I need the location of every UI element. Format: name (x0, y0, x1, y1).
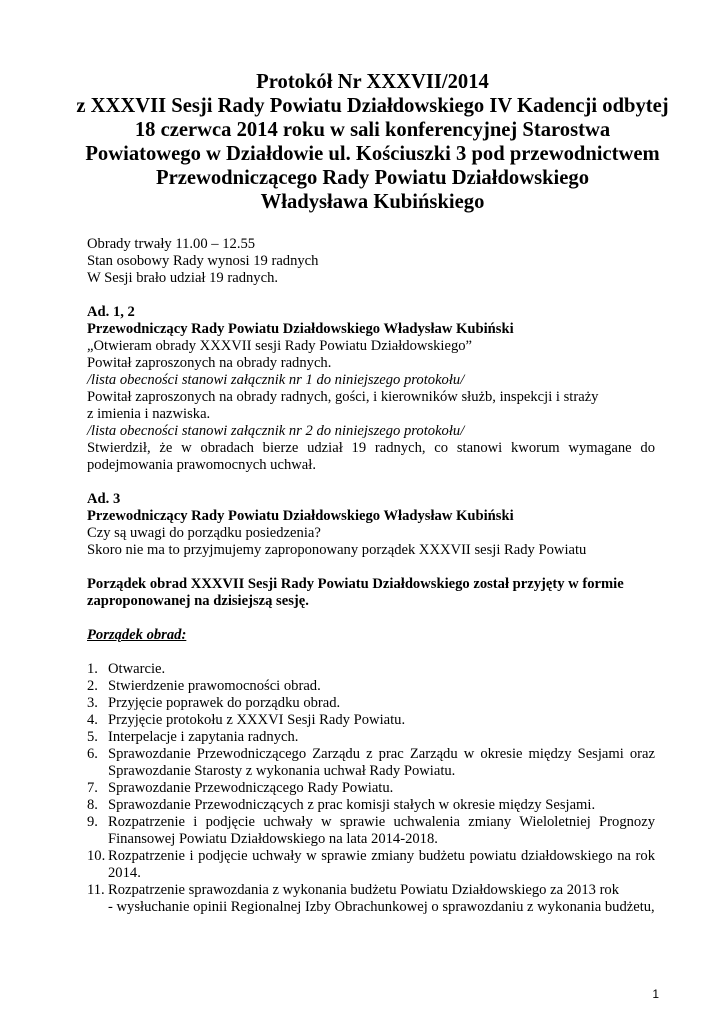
council-size: Stan osobowy Rady wynosi 19 radnych (87, 253, 319, 269)
quorum-statement: Stwierdził, że w obradach bierze udział 19 radnych, co stanowi kworum wymagane do podejmowania prawomocnych uchwał. (87, 440, 655, 473)
title-line: Powiatowego w Działdowie ul. Kościuszki 3 pod przewodnictwem (85, 143, 660, 165)
list-item: 6. Sprawozdanie Przewodniczącego Zarządu z prac Zarządu w okresie między Sesjami oraz Sprawozdanie Starosty z wykonania uchwał Rady Powiatu. (87, 746, 655, 779)
list-sub-item: - wysłuchanie opinii Regionalnej Izby Obrachunkowej o sprawozdaniu z wykonania budżetu, (108, 899, 655, 915)
greeting-text: Powitał zaproszonych na obrady radnych, gości, i kierowników służb, inspekcji i straży (87, 389, 599, 405)
title-line: z XXXVII Sesji Rady Powiatu Działdowskiego IV Kadencji odbytej (76, 95, 669, 117)
title-line: Protokół Nr XXXVII/2014 (256, 71, 489, 93)
speaker-name: Przewodniczący Rady Powiatu Działdowskiego Władysław Kubiński (87, 508, 514, 524)
speaker-name: Przewodniczący Rady Powiatu Działdowskiego Władysław Kubiński (87, 321, 514, 337)
agenda-answer: Skoro nie ma to przyjmujemy zaproponowany porządek XXXVII sesji Rady Powiatu (87, 542, 587, 558)
document-title (60, 70, 685, 214)
list-item: 5. Interpelacje i zapytania radnych. (87, 729, 299, 745)
title-line: 18 czerwca 2014 roku w sali konferencyjnej Starostwa (134, 119, 611, 141)
section-heading-ad12: Ad. 1, 2 (87, 304, 135, 320)
title-line: Przewodniczącego Rady Powiatu Działdowskiego (156, 167, 589, 189)
section-heading-ad3: Ad. 3 (87, 491, 121, 507)
list-item: 8. Sprawozdanie Przewodniczących z prac komisji stałych w okresie między Sesjami. (87, 797, 596, 813)
list-item: 11. Rozpatrzenie sprawozdania z wykonania budżetu Powiatu Działdowskiego za 2013 rok - wysłuchanie opinii Regionalnej Izby Obrachunkowej o sprawozdaniu z wykonania budżetu, (87, 882, 655, 915)
agenda-list (87, 661, 655, 916)
list-item: 3. Przyjęcie poprawek do porządku obrad. (87, 695, 341, 711)
list-item: 1. Otwarcie. (87, 661, 166, 677)
agenda-adopted: Porządek obrad XXXVII Sesji Rady Powiatu Działdowskiego został przyjęty w formie (87, 576, 624, 592)
document-body (87, 236, 655, 916)
list-item: 4. Przyjęcie protokołu z XXXVI Sesji Rady Powiatu. (87, 712, 406, 728)
attachment-note: /lista obecności stanowi załącznik nr 2 do niniejszego protokołu/ (87, 423, 465, 439)
agenda-question: Czy są uwagi do porządku posiedzenia? (87, 525, 321, 541)
greeting-text: z imienia i nazwiska. (87, 406, 211, 422)
opening-quote: „Otwieram obrady XXXVII sesji Rady Powiatu Działdowskiego” (87, 338, 473, 354)
list-item: 9. Rozpatrzenie i podjęcie uchwały w sprawie uchwalenia zmiany Wieloletniej Prognozy Finansowej Powiatu Działdowskiego na lata 2014-2018. (87, 814, 655, 847)
attachment-note: /lista obecności stanowi załącznik nr 1 do niniejszego protokołu/ (87, 372, 465, 388)
attendance: W Sesji brało udział 19 radnych. (87, 270, 279, 286)
list-item: 10. Rozpatrzenie i podjęcie uchwały w sprawie zmiany budżetu powiatu działdowskiego na rok 2014. (87, 848, 655, 881)
session-time: Obrady trwały 11.00 – 12.55 (87, 236, 256, 252)
greeting-text: Powitał zaproszonych na obrady radnych. (87, 355, 332, 371)
list-item: 7. Sprawozdanie Przewodniczącego Rady Powiatu. (87, 780, 394, 796)
page-number: 1 (652, 987, 659, 1001)
agenda-heading: Porządek obrad: (87, 627, 187, 643)
agenda-adopted: zaproponowanej na dzisiejszą sesję. (87, 593, 309, 609)
title-line: Władysława Kubińskiego (260, 191, 485, 213)
list-item: 2. Stwierdzenie prawomocności obrad. (87, 678, 321, 694)
